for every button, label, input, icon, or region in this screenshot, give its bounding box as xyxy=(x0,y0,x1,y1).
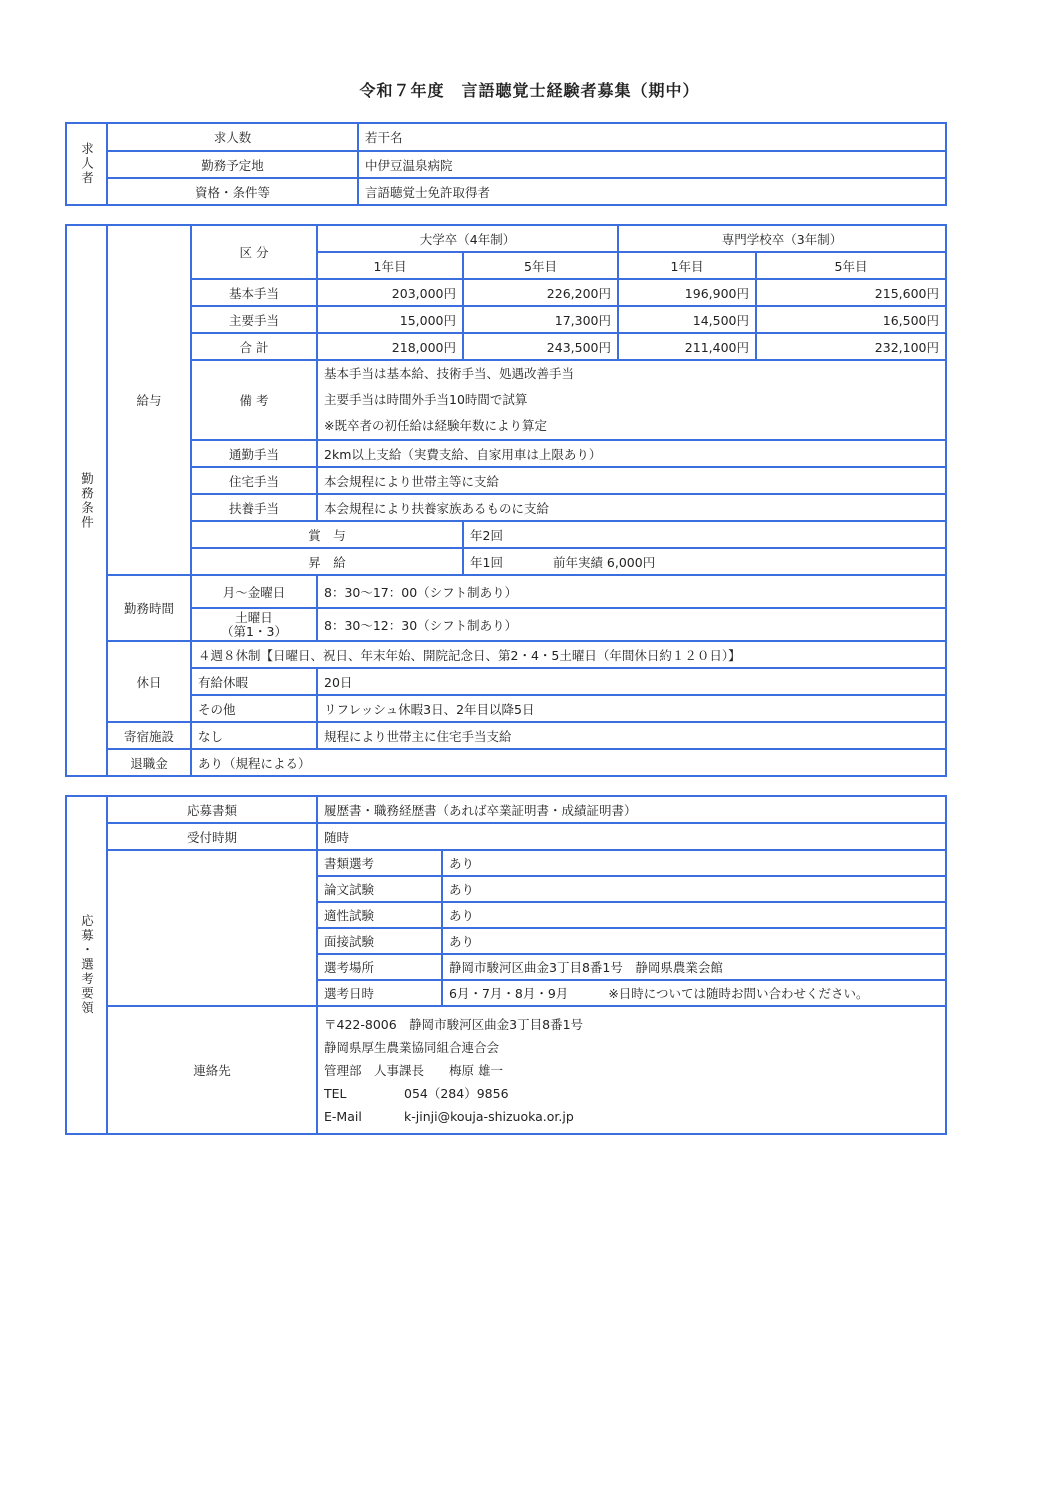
holiday-label: 休日 xyxy=(107,641,191,722)
saturday-hours: 8：30～12：30（シフト制あり） xyxy=(317,608,946,641)
selection-value: 静岡市駿河区曲金3丁目8番1号 静岡県農業会館 xyxy=(442,954,946,980)
retirement-value: あり（規程による） xyxy=(191,749,946,776)
retirement-label: 退職金 xyxy=(107,749,191,776)
cell-value: 203,000円 xyxy=(317,279,463,306)
contact-organization: 静岡県厚生農業協同組合連合会 xyxy=(324,1039,500,1055)
row-label: 合 計 xyxy=(191,333,317,360)
row-label: 主要手当 xyxy=(191,306,317,333)
recruiter-table xyxy=(65,122,947,206)
docs-value: 履歴書・職務経歴書（あれば卒業証明書・成績証明書） xyxy=(317,796,946,823)
cell-value: 196,900円 xyxy=(618,279,756,306)
saturday-label xyxy=(191,608,317,641)
contact-tel xyxy=(324,1082,939,1105)
univ-y5-header: 5年目 xyxy=(463,252,618,279)
family-label: 扶養手当 xyxy=(191,494,317,521)
cell-value: 232,100円 xyxy=(756,333,946,360)
selection-value: あり xyxy=(442,902,946,928)
senmon-y5-header: 5年目 xyxy=(756,252,946,279)
contact-mail xyxy=(324,1105,939,1128)
weekday-label: 月～金曜日 xyxy=(191,575,317,608)
raise-amount: 前年実績 6,000円 xyxy=(552,554,656,570)
senmon-header: 専門学校卒（3年制） xyxy=(618,225,946,252)
cell-value: 218,000円 xyxy=(317,333,463,360)
dormitory-label: 寄宿施設 xyxy=(107,722,191,749)
family-value: 本会規程により扶養家族あるものに支給 xyxy=(317,494,946,521)
raise-frequency: 年1回 xyxy=(470,554,503,570)
table-row xyxy=(66,333,946,360)
contact-person: 管理部 人事課長 梅原 雄一 xyxy=(324,1062,503,1078)
docs-label: 応募書類 xyxy=(107,796,317,823)
cell-value: 14,500円 xyxy=(618,306,756,333)
selection-label: 論文試験 xyxy=(317,876,442,902)
holiday-value: ４週８休制【日曜日、祝日、年末年始、開院記念日、第2・4・5土曜日（年間休日約１２０日）】 xyxy=(191,641,946,668)
commute-value: 2km以上支給（実費支給、自家用車は上限あり） xyxy=(317,440,946,467)
cell-value: 243,500円 xyxy=(463,333,618,360)
raise-value xyxy=(463,548,946,575)
cell-value: 211,400円 xyxy=(618,333,756,360)
bikou-line: 主要手当は時間外手当10時間で試算 xyxy=(324,392,528,407)
location-label: 勤務予定地 xyxy=(107,151,358,178)
date-label: 選考日時 xyxy=(317,980,442,1006)
headcount-label: 求人数 xyxy=(107,123,358,151)
other-leave-label: その他 xyxy=(191,695,317,722)
date-months: 6月・7月・8月・9月 xyxy=(449,986,569,1001)
location-value: 中伊豆温泉病院 xyxy=(358,151,946,178)
senmon-y1-header: 1年目 xyxy=(618,252,756,279)
selection-value: あり xyxy=(442,928,946,954)
bikou-line: ※既卒者の初任給は経験年数により算定 xyxy=(324,418,547,433)
qualification-value: 言語聴覚士免許取得者 xyxy=(358,178,946,205)
bonus-label: 賞 与 xyxy=(191,521,463,548)
period-label: 受付時期 xyxy=(107,823,317,850)
date-value xyxy=(442,980,946,1006)
cell-value: 16,500円 xyxy=(756,306,946,333)
bikou-label: 備 考 xyxy=(191,360,317,440)
saturday-label-line1: 土曜日 xyxy=(235,609,273,625)
univ-header: 大学卒（4年制） xyxy=(317,225,618,252)
conditions-side-label: 勤務条件 xyxy=(66,225,107,776)
selection-label: 選考場所 xyxy=(317,954,442,980)
dormitory-value: なし xyxy=(191,722,317,749)
cell-value: 215,600円 xyxy=(756,279,946,306)
date-note: ※日時については随時お問い合わせください。 xyxy=(608,986,869,1001)
bonus-value: 年2回 xyxy=(463,521,946,548)
kubun-label: 区 分 xyxy=(191,225,317,279)
page-title: 令和７年度 言語聴覚士経験者募集（期中） xyxy=(359,81,700,100)
contact-address: 〒422-8006 静岡市駿河区曲金3丁目8番1号 xyxy=(324,1016,584,1032)
other-leave-value: リフレッシュ休暇3日、2年目以降5日 xyxy=(317,695,946,722)
bikou-line: 基本手当は基本給、技術手当、処遇改善手当 xyxy=(324,366,575,381)
contact-label: 連絡先 xyxy=(107,1006,317,1134)
headcount-value: 若干名 xyxy=(358,123,946,151)
selection-label: 面接試験 xyxy=(317,928,442,954)
cell-value: 226,200円 xyxy=(463,279,618,306)
cell-value: 15,000円 xyxy=(317,306,463,333)
bikou-notes xyxy=(317,360,946,440)
period-value: 随時 xyxy=(317,823,946,850)
housing-label: 住宅手当 xyxy=(191,467,317,494)
tel-value: 054（284）9856 xyxy=(404,1085,509,1101)
commute-label: 通勤手当 xyxy=(191,440,317,467)
application-side-label: 応募・選考要領 xyxy=(66,796,107,1134)
mail-value: k-jinji@kouja-shizuoka.or.jp xyxy=(404,1108,574,1124)
selection-blank xyxy=(107,850,317,1006)
dormitory-note: 規程により世帯主に住宅手当支給 xyxy=(317,722,946,749)
housing-value: 本会規程により世帯主等に支給 xyxy=(317,467,946,494)
recruiter-side-label: 求人者 xyxy=(66,123,107,205)
paid-leave-value: 20日 xyxy=(317,668,946,695)
row-label: 基本手当 xyxy=(191,279,317,306)
selection-label: 書類選考 xyxy=(317,850,442,876)
conditions-table xyxy=(65,224,947,777)
table-row xyxy=(66,279,946,306)
selection-value: あり xyxy=(442,850,946,876)
cell-value: 17,300円 xyxy=(463,306,618,333)
application-table xyxy=(65,795,947,1135)
raise-label: 昇 給 xyxy=(191,548,463,575)
saturday-label-line2: （第1・3） xyxy=(221,623,287,639)
selection-label: 適性試験 xyxy=(317,902,442,928)
univ-y1-header: 1年目 xyxy=(317,252,463,279)
contact-info xyxy=(317,1006,946,1134)
hours-label: 勤務時間 xyxy=(107,575,191,641)
qualification-label: 資格・条件等 xyxy=(107,178,358,205)
mail-label: E-Mail xyxy=(324,1108,362,1124)
salary-label: 給与 xyxy=(107,225,191,575)
paid-leave-label: 有給休暇 xyxy=(191,668,317,695)
weekday-hours: 8：30～17：00（シフト制あり） xyxy=(317,575,946,608)
tel-label: TEL xyxy=(324,1085,347,1101)
table-row xyxy=(66,306,946,333)
selection-value: あり xyxy=(442,876,946,902)
